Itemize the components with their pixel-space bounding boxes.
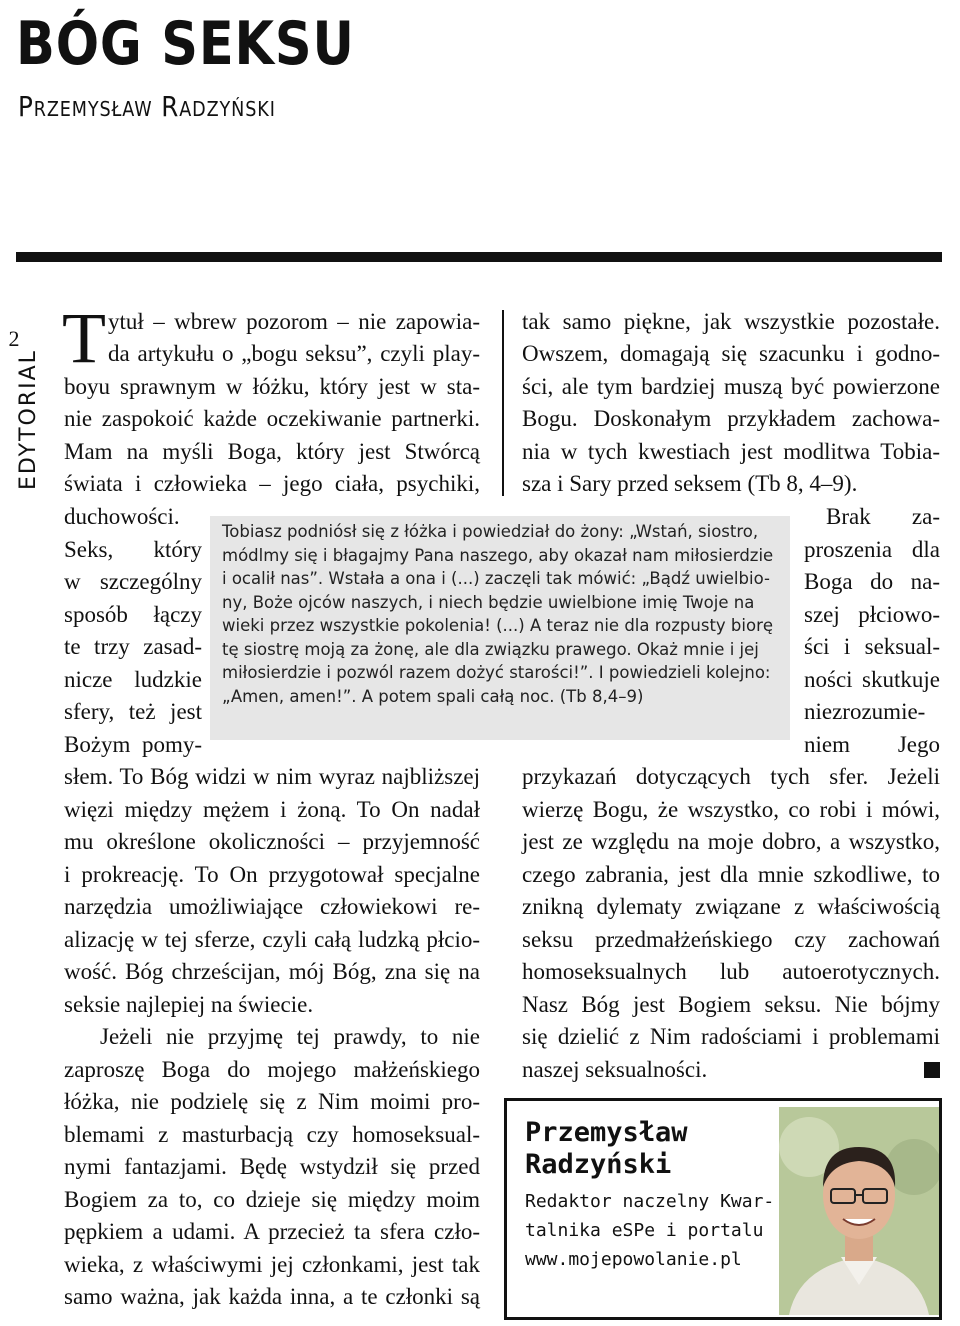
col1-line: w szczególny — [64, 569, 202, 594]
col2-line: Brak za- — [826, 504, 940, 529]
col1-line: alizację w tej sferze, czyli całą ludzką płcio- — [64, 927, 480, 952]
col2-line: szej płciowo- — [804, 602, 940, 627]
bio-name-first: Przemysław — [525, 1117, 688, 1148]
col2-line: proszenia dla — [804, 537, 940, 562]
col2-line: czego zabrania, jest dla mnie szkodliwe, to — [522, 862, 940, 887]
col1-line: więzi między mężem i żoną. To On nadał — [64, 797, 480, 822]
col2-line: niezrozumie- — [804, 699, 926, 724]
quote-line: Tobiasz podniósł się z łóżka i powiedział do żony: „Wstań, siostro, — [222, 522, 759, 541]
col2-line: ści i seksual- — [804, 634, 940, 659]
author-portrait-illustration — [779, 1107, 939, 1315]
col2-line: ści, ale tym bardziej muszą być powierzone — [522, 374, 940, 399]
col1-line: Bogiem za to, co dzieje się między moim — [64, 1187, 480, 1212]
quote-line: wieki przez wszystkie pokolenia! (...) A teraz nie dla rozpusty biorę — [222, 616, 774, 635]
bio-name-last: Radzyński — [525, 1149, 672, 1180]
quote-line: miłosierdzie i pozwól razem dożyć starości!”. I powiedzieli kolejno: — [222, 663, 771, 682]
col1-line: narzędzia umożliwiające człowiekowi re- — [64, 894, 480, 919]
article-author: Przemysław Radzyński — [18, 90, 276, 123]
col1-line: mu określone okoliczności – przyjemność — [64, 829, 480, 854]
col1-line: ytuł – wbrew pozorom – nie zapowia- — [108, 309, 480, 334]
page-number: 2 — [8, 326, 20, 351]
col2-line: Boga do na- — [804, 569, 940, 594]
col2-line: Nasz Bóg jest Bogiem seksu. Nie bójmy — [522, 992, 940, 1017]
col2-line: znikną dylematy związane z właściwością — [522, 894, 940, 919]
col1-line: świata i człowieka – jego ciała, psychiki, — [64, 471, 480, 496]
quote-line: módlmy się i błagajmy Pana naszego, aby okazał nam miłosierdzie — [222, 545, 774, 565]
bio-description — [525, 1187, 774, 1274]
bio-desc-line: www.mojepowolanie.pl — [525, 1249, 742, 1270]
col1-line: boyu sprawnym w łóżku, który jest w sta- — [64, 374, 480, 399]
drop-cap: T — [62, 298, 106, 378]
col1-line: da artykułu o „bogu seksu”, czyli play- — [108, 341, 480, 366]
col2-line: homoseksualnych lub autoerotycznych. — [522, 959, 940, 984]
col2-line: seksu przedmałżeńskiego czy zachowań — [522, 927, 940, 952]
col1-line: sfery, też jest — [64, 699, 202, 724]
col2-line: Owszem, domagają się szacunku i godno- — [522, 341, 940, 366]
col1-line: łóżka, nie podzielę się z Nim moimi pro- — [64, 1089, 480, 1114]
col2-line: przykazań dotyczących tych sfer. Jeżeli — [522, 764, 940, 789]
col2-line: jest ze względu na moje dobro, a wszystko, — [522, 829, 940, 854]
col2-line: tak samo piękne, jak wszystkie pozostałe. — [522, 309, 940, 334]
bio-desc-line: Redaktor naczelny Kwar- — [525, 1191, 775, 1212]
col1-line: te trzy zasad- — [64, 634, 202, 659]
col1-line: seksie najlepiej na świecie. — [64, 992, 314, 1017]
col2-line: ności skutkuje — [804, 667, 940, 692]
col2-line: nia w tych kwestiach jest modlitwa Tobia- — [522, 439, 940, 464]
col1-line: słem. To Bóg widzi w nim wyraz najbliższej — [64, 764, 480, 789]
col1-line: sposób łączy — [64, 602, 202, 627]
col1-line: i prokreację. To On przygotował specjalne — [64, 862, 480, 887]
col1-line: pępkiem a udami. A przecież ta sfera czło- — [64, 1219, 480, 1244]
bio-desc-line: talnika eSPe i portalu — [525, 1220, 764, 1241]
col2-line: niem Jego — [804, 732, 940, 757]
end-of-article-mark — [924, 1062, 940, 1078]
header-rule — [16, 252, 942, 262]
col1-line: Jeżeli nie przyjmę tej prawdy, to nie — [100, 1024, 480, 1049]
article-title: BÓG SEKSU — [16, 9, 355, 79]
quote-line: ny, Boże ojców naszych, i niech będzie uwielbione imię Twoje na — [222, 592, 755, 612]
section-label: EDYTORIAL — [16, 349, 41, 490]
col1-line: wość. Bóg chrześcijan, mój Bóg, zna się na — [64, 959, 480, 984]
bio-name — [525, 1117, 688, 1181]
col2-line: wierzę Bogu, że wszystko, co robi i mówi, — [522, 797, 940, 822]
col1-line: nie zaspokoić każde oczekiwanie partnerki. — [64, 406, 480, 431]
col1-line: zaproszę Boga do mojego małżeńskiego — [64, 1057, 480, 1082]
column-separator — [502, 310, 504, 496]
author-bio-box — [504, 1098, 942, 1320]
col2-line: Bogu. Doskonałym przykładem zachowa- — [522, 406, 940, 431]
quote-line: „Amen, amen!”. A potem spali całą noc. (Tb 8,4–9) — [222, 686, 644, 706]
col2-line: naszej seksualności. — [522, 1057, 708, 1082]
col2-line: sza i Sary przed seksem (Tb 8, 4–9). — [522, 471, 858, 496]
col2-line: się dzielić z Nim radościami i problemami — [522, 1024, 940, 1049]
quote-line: i ocalił nas”. Wstała a ona i (...) zaczęli tak mówić: „Bądź uwielbio- — [222, 569, 770, 588]
col1-line: duchowości. — [64, 504, 180, 529]
col1-line: samo ważna, jak każda inna, a te członki są — [64, 1284, 480, 1309]
col1-line: wieka, z właściwymi jej członkami, jest tak — [64, 1252, 480, 1277]
author-photo — [779, 1107, 939, 1315]
scripture-quote-box — [210, 516, 790, 740]
col1-line: nymi fantazjami. Będę wstydził się przed — [64, 1154, 480, 1179]
col1-line: Seks, który — [64, 537, 202, 562]
col1-line: Bożym pomy- — [64, 732, 202, 757]
col1-line: blemami z masturbacją czy homoseksual- — [64, 1122, 480, 1147]
col1-line: Mam na myśli Boga, który jest Stwórcą — [64, 439, 480, 464]
col1-line: nicze ludzkie — [64, 667, 202, 692]
quote-line: tę siostrę moją za żonę, ale dla związku prawego. Okaż mnie i jej — [222, 639, 759, 659]
